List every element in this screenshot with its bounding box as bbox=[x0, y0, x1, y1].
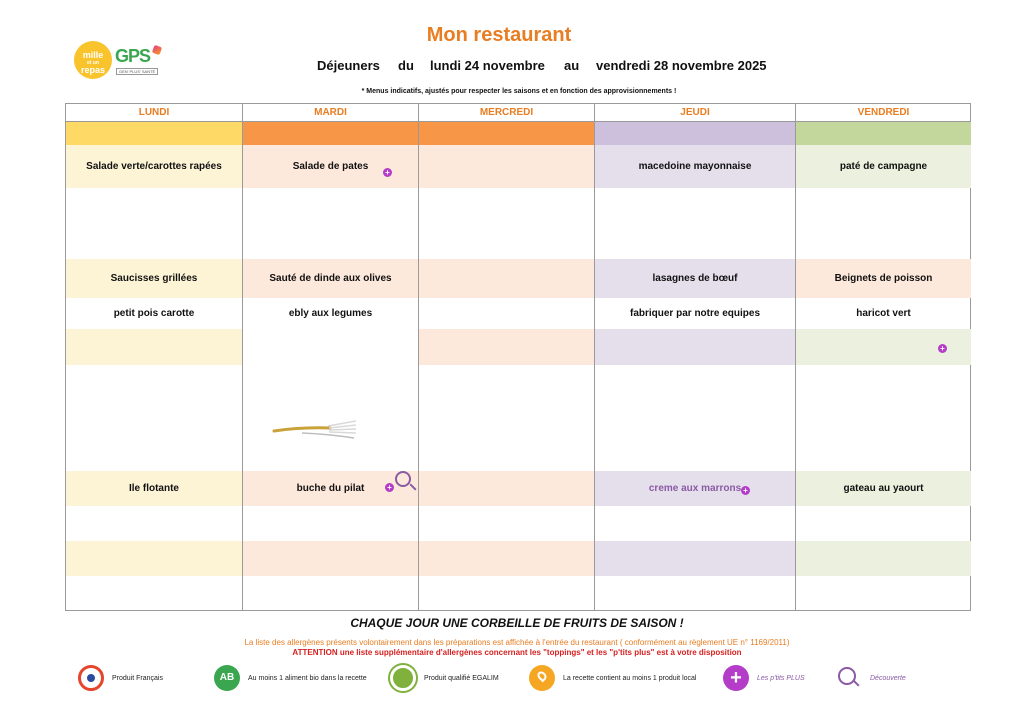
column-jeudi bbox=[594, 104, 795, 610]
column-mardi bbox=[242, 104, 418, 610]
empty-cell bbox=[595, 541, 795, 576]
starter-mardi: Salade de pates bbox=[243, 145, 418, 188]
legend-ptits-plus: + Les p'tits PLUS bbox=[723, 664, 805, 692]
color-band bbox=[595, 122, 795, 145]
to-label: au bbox=[564, 58, 580, 73]
empty-cell bbox=[419, 329, 594, 365]
weekly-menu-table bbox=[65, 103, 971, 611]
legend-french-product: Produit Français bbox=[78, 664, 163, 692]
column-mercredi bbox=[418, 104, 594, 610]
fork-icon bbox=[272, 418, 356, 442]
empty-cell bbox=[419, 471, 594, 506]
legend-organic: AB Au moins 1 aliment bio dans la recette bbox=[214, 664, 367, 692]
color-band bbox=[796, 122, 971, 145]
fruit-basket-banner: CHAQUE JOUR UNE CORBEILLE DE FRUITS DE SAISON ! bbox=[350, 616, 684, 630]
day-header-mardi: MARDI bbox=[243, 104, 418, 122]
meal-label: Déjeuners bbox=[317, 58, 380, 73]
dessert-vendredi: gateau au yaourt bbox=[796, 471, 971, 506]
dessert-mardi: buche du pilat bbox=[243, 471, 418, 506]
date-range bbox=[0, 58, 1024, 78]
local-pin-icon bbox=[529, 665, 555, 691]
column-vendredi bbox=[795, 104, 971, 610]
gps-logo: GPS GEN' PLUS' SANTÉ bbox=[115, 46, 165, 76]
organic-ab-icon: AB bbox=[214, 665, 240, 691]
color-band bbox=[243, 122, 418, 145]
gps-logo-mark bbox=[152, 45, 162, 55]
color-band bbox=[419, 122, 594, 145]
empty-cell bbox=[419, 259, 594, 298]
menu-notice: * Menus indicatifs, ajustés pour respecter les saisons et en fonction des approvisionnements ! bbox=[361, 88, 677, 95]
allergen-notice: La liste des allergènes présents volontairement dans les préparations est affichée à l'entrée du restaurant ( conformément au règlement UE n° 1169/2011) bbox=[244, 638, 790, 647]
mille-et-un-repas-logo: mille et un repas bbox=[74, 41, 112, 79]
legend-egalim: Produit qualifié EGALIM bbox=[390, 664, 499, 692]
side-vendredi: haricot vert bbox=[856, 308, 911, 319]
page-title: Mon restaurant bbox=[426, 24, 572, 46]
empty-cell bbox=[595, 329, 795, 365]
main-vendredi: Beignets de poisson bbox=[796, 259, 971, 298]
empty-cell bbox=[419, 145, 594, 188]
main-jeudi: lasagnes de bœuf bbox=[595, 259, 795, 298]
starter-vendredi: paté de campagne bbox=[796, 145, 971, 188]
side-lundi: petit pois carotte bbox=[113, 308, 195, 319]
from-label: du bbox=[398, 58, 414, 73]
legend-discovery: Découverte bbox=[836, 664, 906, 692]
starter-lundi: Salade verte/carottes rapées bbox=[66, 145, 242, 188]
main-mardi: Sauté de dinde aux olives bbox=[243, 259, 418, 298]
side-jeudi: fabriquer par notre equipes bbox=[629, 308, 761, 319]
starter-jeudi: macedoine mayonnaise bbox=[595, 145, 795, 188]
ptits-plus-icon: + bbox=[383, 168, 392, 177]
empty-cell bbox=[66, 541, 242, 576]
empty-cell bbox=[796, 541, 971, 576]
empty-cell bbox=[243, 541, 418, 576]
french-product-icon bbox=[78, 665, 104, 691]
allergen-warning: ATTENTION une liste supplémentaire d'allergènes concernant les "toppings" et les "p'tits plus" est à votre disposition bbox=[292, 648, 742, 657]
end-date: vendredi 28 novembre 2025 bbox=[596, 58, 767, 73]
egalim-icon bbox=[390, 665, 416, 691]
start-date: lundi 24 novembre bbox=[430, 58, 545, 73]
legend-local: La recette contient au moins 1 produit local bbox=[529, 664, 696, 692]
ptits-plus-icon: + bbox=[385, 483, 394, 492]
day-header-vendredi: VENDREDI bbox=[796, 104, 971, 122]
dessert-lundi: Ile flotante bbox=[66, 471, 242, 506]
ptits-plus-icon: + bbox=[723, 665, 749, 691]
ptits-plus-icon: + bbox=[938, 344, 947, 353]
dessert-jeudi: creme aux marrons bbox=[595, 471, 795, 506]
column-lundi bbox=[66, 104, 242, 610]
day-header-lundi: LUNDI bbox=[66, 104, 242, 122]
discovery-icon bbox=[836, 665, 862, 691]
main-lundi: Saucisses grillées bbox=[66, 259, 242, 298]
empty-cell bbox=[66, 329, 242, 365]
discovery-icon bbox=[395, 471, 411, 487]
color-band bbox=[66, 122, 242, 145]
ptits-plus-icon: + bbox=[741, 486, 750, 495]
day-header-jeudi: JEUDI bbox=[595, 104, 795, 122]
empty-cell bbox=[419, 541, 594, 576]
day-header-mercredi: MERCREDI bbox=[419, 104, 594, 122]
side-mardi: ebly aux legumes bbox=[288, 308, 373, 319]
